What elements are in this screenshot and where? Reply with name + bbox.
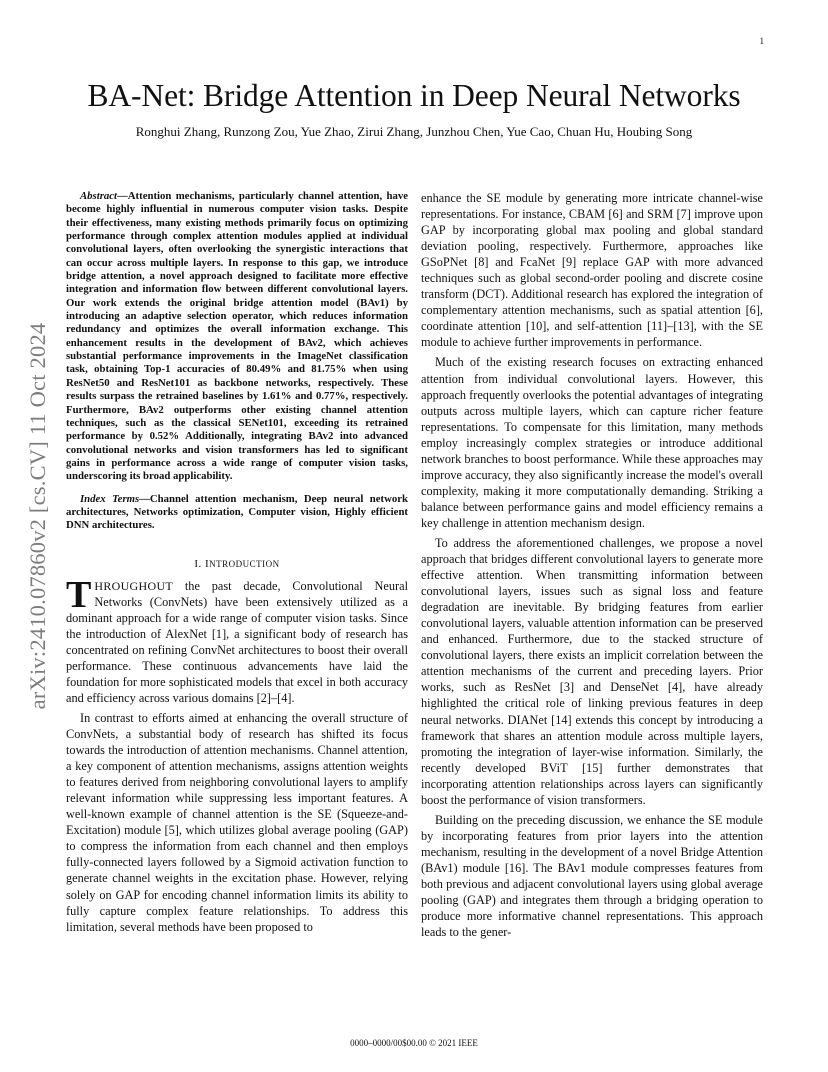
arxiv-stamp [8,286,68,746]
section-first-letter: I [205,557,210,570]
paper-title: BA-Net: Bridge Attention in Deep Neural Networks [87,78,741,113]
intro-paragraph-1 [66,573,408,706]
intro-p1-text: the past decade, Convolutional Neural Networks (ConvNets) have been extensively utilized as a dominant approach for a wide range of computer vision tasks. Since the introduction of AlexNet [1], a significant body of research has concentrated on refining ConvNet architectures to boost their overall performance. These continuous advancements have laid the foundation for more sophisticated models that excel in both accuracy and efficiency across various domains [2]–[4]. [66,578,408,705]
right-paragraph-3: To address the aforementioned challenges, we propose a novel approach that bridges different convolutional layers to generate more effective attention. When transmitting information between convolutional layers, issues such as signal loss and feature degradation are inevitable. By bridging features from earlier convolutional layers, valuable attention information can be preserved and enhanced. Furthermore, due to the stacked structure of convolutional layers, there exists an implicit correlation between the attention mechanisms of the current and preceding layers. Prior works, such as ResNet [3] and DenseNet [4], have already highlighted the critical role of linking previous features in deep neural networks. DIANet [14] extends this concept by introducing a framework that shares an attention module across multiple layers, promoting the integration of layer-wise information. Similarly, the recently developed BViT [15] further demonstrates that incorporating attention relationships across layers can significantly boost the performance of vision transformers. [421,535,763,807]
section-numeral: I. [194,557,202,570]
right-paragraph-2: Much of the existing research focuses on extracting enhanced attention from individual convolutional layers. However, this approach frequently overlooks the potential advantages of integrating outputs across multiple layers, which can capture richer feature representations. To compensate for this limitation, many methods employ increasingly complex strategies or introduce additional network branches to boost performance. While these approaches may improve accuracy, they also significantly increase the model's overall complexity, making it more computationally demanding. Striking a balance between performance gains and model efficiency remains a key challenge in attention mechanism design. [421,355,763,530]
right-paragraph-4: Building on the preceding discussion, we enhance the SE module by incorporating features from prior layers into the attention mechanism, resulting in the development of a novel Bridge Attention (BAv1) module [16]. The BAv1 module compresses features from both previous and adjacent convolutional layers using global average pooling (GAP) and integrates them through a bridging operation to produce more informative channel representations. This approach leads to the gener- [421,812,763,940]
right-paragraph-1: enhance the SE module by generating more intricate channel-wise representations. For instance, CBAM [6] and SRM [7] improve upon GAP by incorporating global max pooling and global standard deviation pooling, respectively. Furthermore, approaches like GSoPNet [8] and FcaNet [9] replace GAP with more advanced techniques such as global second-order pooling and discrete cosine transform (DCT). Additional research has explored the integration of complementary attention mechanisms, such as spatial attention [6], coordinate attention [10], and self-attention [11]–[13], with the SE module to achieve further improvements in performance. [421,191,763,350]
index-terms [66,493,408,533]
author-list: Ronghui Zhang, Runzong Zou, Yue Zhao, Zirui Zhang, Junzhou Chen, Yue Cao, Chuan Hu, Houbing Song [135,124,693,139]
index-terms-text: —Channel attention mechanism, Deep neural network architectures, Networks optimization, Computer vision, Highly efficient DNN architectures. [66,492,408,532]
abstract [66,190,408,484]
index-terms-label: Index Terms [80,492,140,505]
abstract-text: —Attention mechanisms, particularly channel attention, have become highly influential in numerous computer vision tasks. Despite their effectiveness, many existing methods primarily focus on optimizing performance through complex attention modules applied at individual convolutional layers, often overlooking the synergistic interactions that can occur across multiple layers. In response to this gap, we introduce bridge attention, a novel approach designed to facilitate more effective integration and information flow between different convolutional layers. Our work extends the original bridge attention model (BAv1) by introducing an adaptive selection operator, which reduces information redundancy and optimizes the overall information exchange. This enhancement results in the development of BAv2, which achieves substantial performance improvements in the ImageNet classification task, obtaining Top-1 accuracies of 80.49% and 81.75% when using ResNet50 and ResNet101 as backbone networks, respectively. These results surpass the retrained baselines by 1.61% and 0.77%, respectively. Furthermore, BAv2 outperforms other existing channel attention techniques, such as the classical SENet101, exceeding its retrained performance by 0.52% Additionally, integrating BAv2 into advanced convolutional networks and vision transformers has led to significant gains in performance across a wide range of computer vision tasks, underscoring its broad applicability. [66,190,408,483]
drop-cap: T [66,573,92,616]
right-column [421,190,763,940]
left-column [66,190,408,935]
intro-caps: HROUGHOUT [94,578,174,593]
copyright-footer: 0000–0000/00$00.00 © 2021 IEEE [350,1038,478,1048]
intro-paragraph-2: In contrast to efforts aimed at enhancing the overall structure of ConvNets, a substantial body of research has shifted its focus towards the introduction of attention mechanisms. Channel attention, a key component of attention mechanisms, assigns attention weights to features derived from neighboring convolutional layers to amplify relevant information while suppressing less important features. A well-known example of channel attention is the SE (Squeeze-and-Excitation) module [5], which utilizes global average pooling (GAP) to compress the information from each channel and then employs fully-connected layers followed by a Sigmoid activation function to generate channel weights in the excitation phase. However, relying solely on GAP for encoding channel information limits its ability to fully capture complex feature relationships. To address this limitation, several methods have been proposed to [66,711,408,934]
section-rest: NTRODUCTION [209,558,280,569]
page-number: 1 [759,36,764,46]
abstract-label: Abstract [80,190,118,202]
section-heading [66,556,408,572]
arxiv-stamp-text: arXiv:2410.07860v2 [cs.CV] 11 Oct 2024 [25,322,50,710]
